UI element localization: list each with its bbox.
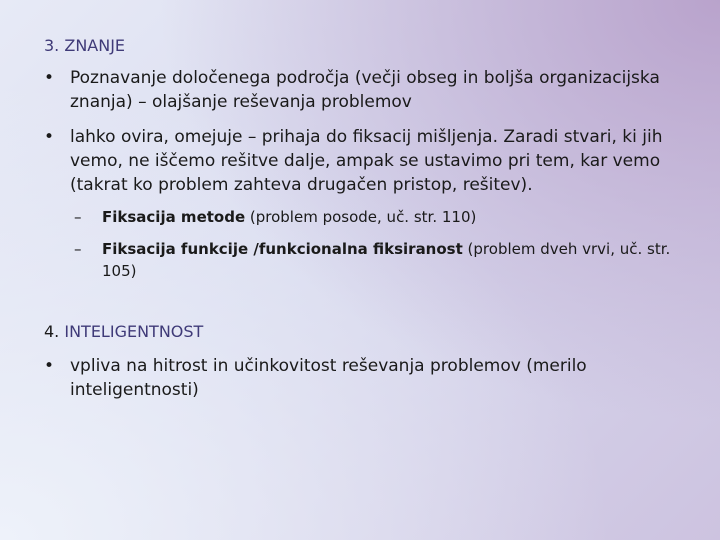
bullet-text: vpliva na hitrost in učinkovitost reševanja problemov (merilo inteligentnosti) xyxy=(70,356,587,400)
sub-item xyxy=(74,206,686,228)
sub-item-rest: (problem posode, uč. str. 110) xyxy=(245,208,477,226)
bullet-item xyxy=(44,125,684,197)
bullet-text: lahko ovira, omejuje – prihaja do fiksacij mišljenja. Zaradi stvari, ki jih vemo, ne iščemo rešitve dalje, ampak se ustavimo pri tem, kar vemo (takrat ko problem zahteva drugačen pristop, rešitev). xyxy=(70,127,663,195)
bullet-marker: • xyxy=(44,68,55,88)
section-4-number: 4. xyxy=(44,322,60,341)
sub-item xyxy=(74,238,686,282)
sub-item-rest: (problem dveh vrvi, uč. str. 105) xyxy=(102,240,671,280)
section-3-title xyxy=(44,36,125,55)
bullet-marker: • xyxy=(44,127,55,147)
bullet-text: Poznavanje določenega področja (večji obseg in boljša organizacijska znanja) – olajšanje reševanja problemov xyxy=(70,68,660,112)
section-4-title-text: INTELIGENTNOST xyxy=(64,322,204,341)
sub-item-bold: Fiksacija funkcije /funkcionalna fiksiranost xyxy=(102,240,463,258)
bullet-item xyxy=(44,354,684,402)
dash-marker: – xyxy=(74,240,82,258)
dash-marker: – xyxy=(74,208,82,226)
sub-item-text xyxy=(102,206,686,228)
bullet-item xyxy=(44,66,684,114)
section-3-title-text: 3. ZNANJE xyxy=(44,36,126,55)
section-4-title xyxy=(44,322,203,341)
sub-item-bold: Fiksacija metode xyxy=(102,208,246,226)
bullet-marker: • xyxy=(44,356,55,376)
sub-item-text xyxy=(102,238,686,282)
